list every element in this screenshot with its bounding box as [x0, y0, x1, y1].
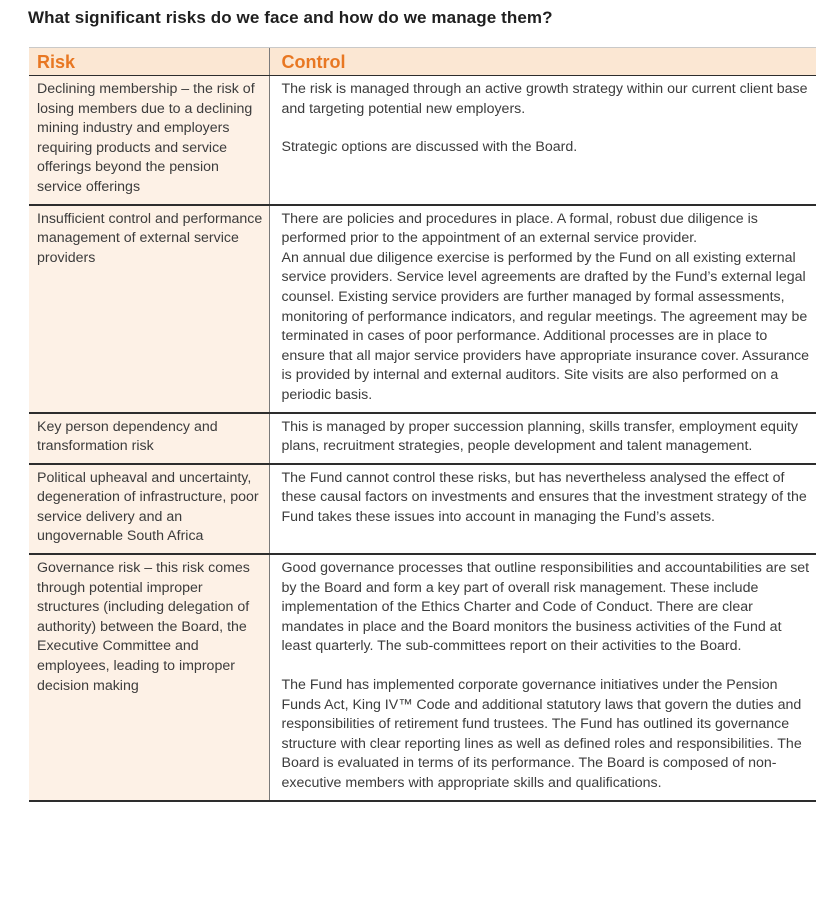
table-row: [29, 464, 816, 554]
page-title: What significant risks do we face and how do we manage them?: [28, 8, 553, 27]
column-header-risk: Risk: [29, 48, 269, 76]
control-paragraph: Good governance processes that outline responsibilities and accountabilities are set by the Board and form a key part of overall risk management. These include implementation of the Ethics Charter and Code of Conduct. There are clear mandates in place and the Board monitors the business activities of the Fund at least quarterly. The sub-committees report on their activities to the Board.: [281, 560, 810, 655]
control-cell: [269, 413, 816, 464]
risk-cell: Key person dependency and transformation risk: [29, 413, 269, 464]
table-row: [29, 413, 816, 464]
control-paragraph: The Fund has implemented corporate governance initiatives under the Pension Funds Act, King IV™ Code and additional statutory laws that govern the duties and responsibilities of retirement fund trustees. The Fund has outlined its governance structure with clear reporting lines as well as defined roles and responsibilities. The Board is evaluated in terms of its performance. The Board is composed of non-executive members with appropriate skills and qualifications.: [281, 677, 802, 791]
table-header-row: [29, 48, 816, 76]
control-paragraph: Strategic options are discussed with the Board.: [281, 139, 578, 156]
table-row: [29, 205, 816, 413]
table-row: [29, 76, 816, 205]
risk-cell: Declining membership – the risk of losing members due to a declining mining industry and employers requiring products and service offerings beyond the pension service offerings: [29, 76, 269, 205]
control-cell: [269, 464, 816, 554]
risk-table: [29, 47, 816, 802]
table-row: [29, 554, 816, 801]
control-paragraph: The risk is managed through an active growth strategy within our current client base and targeting potential new employers.: [281, 81, 808, 117]
control-cell: [269, 76, 816, 205]
risk-cell: Insufficient control and performance management of external service providers: [29, 205, 269, 413]
column-header-control: Control: [269, 48, 816, 76]
control-paragraph: This is managed by proper succession planning, skills transfer, employment equity plans, recruitment strategies, people development and talent management.: [281, 418, 799, 455]
control-paragraph: An annual due diligence exercise is performed by the Fund on all existing external service providers. Service level agreements are drafted by the Fund’s external legal counsel. Existing service providers are further managed by formal assessments, monitoring of performance indicators, and regular meetings. The agreement may be terminated in cases of poor performance. Additional processes are in place to ensure that all major service providers have appropriate insurance cover. Assurance is provided by internal and external auditors. Site visits are also performed on a periodic basis.: [281, 249, 810, 403]
control-cell: [269, 205, 816, 413]
control-paragraph: The Fund cannot control these risks, but has nevertheless analysed the effect of these causal factors on investments and ensures that the investment strategy of the Fund takes these issues into account in managing the Fund’s assets.: [281, 469, 807, 525]
risk-cell: Governance risk – this risk comes through potential improper structures (including delegation of authority) between the Board, the Executive Committee and employees, leading to improper decision making: [29, 554, 269, 801]
control-cell: [269, 554, 816, 801]
risk-cell: Political upheaval and uncertainty, degeneration of infrastructure, poor service delivery and an ungovernable South Africa: [29, 464, 269, 554]
control-paragraph: There are policies and procedures in place. A formal, robust due diligence is performed prior to the appointment of an external service provider.: [281, 210, 758, 247]
